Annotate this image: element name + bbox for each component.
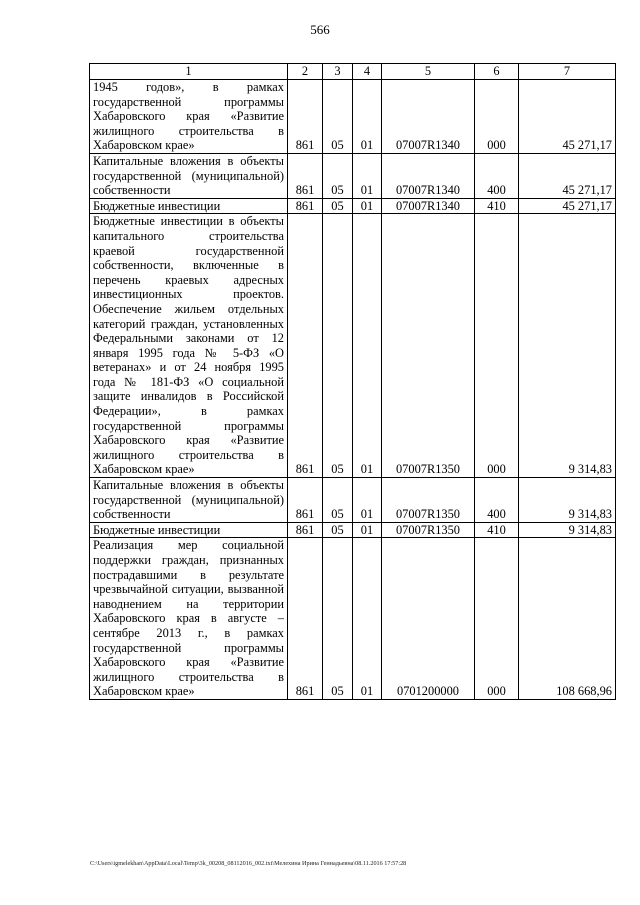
row-rz: 05 bbox=[323, 80, 353, 154]
row-name: 1945 годов», в рамках государственной программы Хабаровского края «Развитие жилищного строительства в Хабаровском крае» bbox=[90, 80, 288, 154]
row-pr: 01 bbox=[353, 80, 382, 154]
row-vr: 400 bbox=[475, 478, 519, 523]
row-vr: 400 bbox=[475, 153, 519, 198]
row-pr: 01 bbox=[353, 214, 382, 478]
row-ved: 861 bbox=[288, 80, 323, 154]
row-vr: 000 bbox=[475, 214, 519, 478]
row-csr: 07007R1340 bbox=[382, 153, 475, 198]
row-rz: 05 bbox=[323, 198, 353, 214]
header-cell: 7 bbox=[519, 64, 616, 80]
row-pr: 01 bbox=[353, 538, 382, 700]
row-ved: 861 bbox=[288, 153, 323, 198]
row-csr: 07007R1350 bbox=[382, 522, 475, 538]
table-row bbox=[90, 478, 616, 523]
row-pr: 01 bbox=[353, 153, 382, 198]
row-rz: 05 bbox=[323, 214, 353, 478]
row-csr: 07007R1340 bbox=[382, 198, 475, 214]
row-csr: 07007R1350 bbox=[382, 478, 475, 523]
row-vr: 410 bbox=[475, 198, 519, 214]
row-csr: 07007R1350 bbox=[382, 214, 475, 478]
row-ved: 861 bbox=[288, 214, 323, 478]
row-ved: 861 bbox=[288, 478, 323, 523]
row-pr: 01 bbox=[353, 198, 382, 214]
budget-table bbox=[89, 63, 616, 700]
row-name: Бюджетные инвестиции bbox=[90, 522, 288, 538]
row-name: Бюджетные инвестиции в объекты капитального строительства краевой государственной собственности, включенные в перечень краевых адресных инвестиционных проектов. Обеспечение жильем отдельных категорий граждан, установленных Федеральными законами от 12 января 1995 года № 5-ФЗ «О ветеранах» и от 24 ноября 1995 года № 181-ФЗ «О социальной защите инвалидов в Российской Федерации», в рамках государственной программы Хабаровского края «Развитие жилищного строительства в Хабаровском крае» bbox=[90, 214, 288, 478]
row-name: Бюджетные инвестиции bbox=[90, 198, 288, 214]
table-row bbox=[90, 198, 616, 214]
header-row bbox=[90, 64, 616, 80]
row-name: Реализация мер социальной поддержки граждан, признанных пострадавшими в результате чрезвычайной ситуации, вызванной наводнением на территории Хабаровского края в августе – сентябре 2013 г., в рамках государственной программы Хабаровского края «Развитие жилищного строительства в Хабаровском крае» bbox=[90, 538, 288, 700]
row-sum: 9 314,83 bbox=[519, 214, 616, 478]
row-sum: 45 271,17 bbox=[519, 80, 616, 154]
file-path-footer: C:\Users\igmelekhan\AppData\Local\Temp\3k_00208_08112016_002.txt\Мелехина Ирина Геннадьевна\08.11.2016 17:57:28 bbox=[90, 860, 407, 867]
row-rz: 05 bbox=[323, 522, 353, 538]
row-vr: 000 bbox=[475, 538, 519, 700]
table-row bbox=[90, 214, 616, 478]
table-row bbox=[90, 522, 616, 538]
table-row bbox=[90, 538, 616, 700]
row-sum: 45 271,17 bbox=[519, 198, 616, 214]
row-rz: 05 bbox=[323, 538, 353, 700]
row-pr: 01 bbox=[353, 478, 382, 523]
table-row bbox=[90, 80, 616, 154]
row-pr: 01 bbox=[353, 522, 382, 538]
header-cell: 4 bbox=[353, 64, 382, 80]
row-name: Капитальные вложения в объекты государственной (муниципальной) собственности bbox=[90, 153, 288, 198]
header-cell: 3 bbox=[323, 64, 353, 80]
header-cell: 2 bbox=[288, 64, 323, 80]
row-sum: 45 271,17 bbox=[519, 153, 616, 198]
header-cell: 6 bbox=[475, 64, 519, 80]
row-vr: 410 bbox=[475, 522, 519, 538]
row-sum: 108 668,96 bbox=[519, 538, 616, 700]
row-name: Капитальные вложения в объекты государственной (муниципальной) собственности bbox=[90, 478, 288, 523]
row-rz: 05 bbox=[323, 478, 353, 523]
row-ved: 861 bbox=[288, 198, 323, 214]
row-sum: 9 314,83 bbox=[519, 522, 616, 538]
table-row bbox=[90, 153, 616, 198]
row-ved: 861 bbox=[288, 522, 323, 538]
row-csr: 07007R1340 bbox=[382, 80, 475, 154]
header-cell: 1 bbox=[90, 64, 288, 80]
row-sum: 9 314,83 bbox=[519, 478, 616, 523]
row-csr: 0701200000 bbox=[382, 538, 475, 700]
row-rz: 05 bbox=[323, 153, 353, 198]
row-vr: 000 bbox=[475, 80, 519, 154]
header-cell: 5 bbox=[382, 64, 475, 80]
row-ved: 861 bbox=[288, 538, 323, 700]
page-number: 566 bbox=[310, 22, 330, 37]
